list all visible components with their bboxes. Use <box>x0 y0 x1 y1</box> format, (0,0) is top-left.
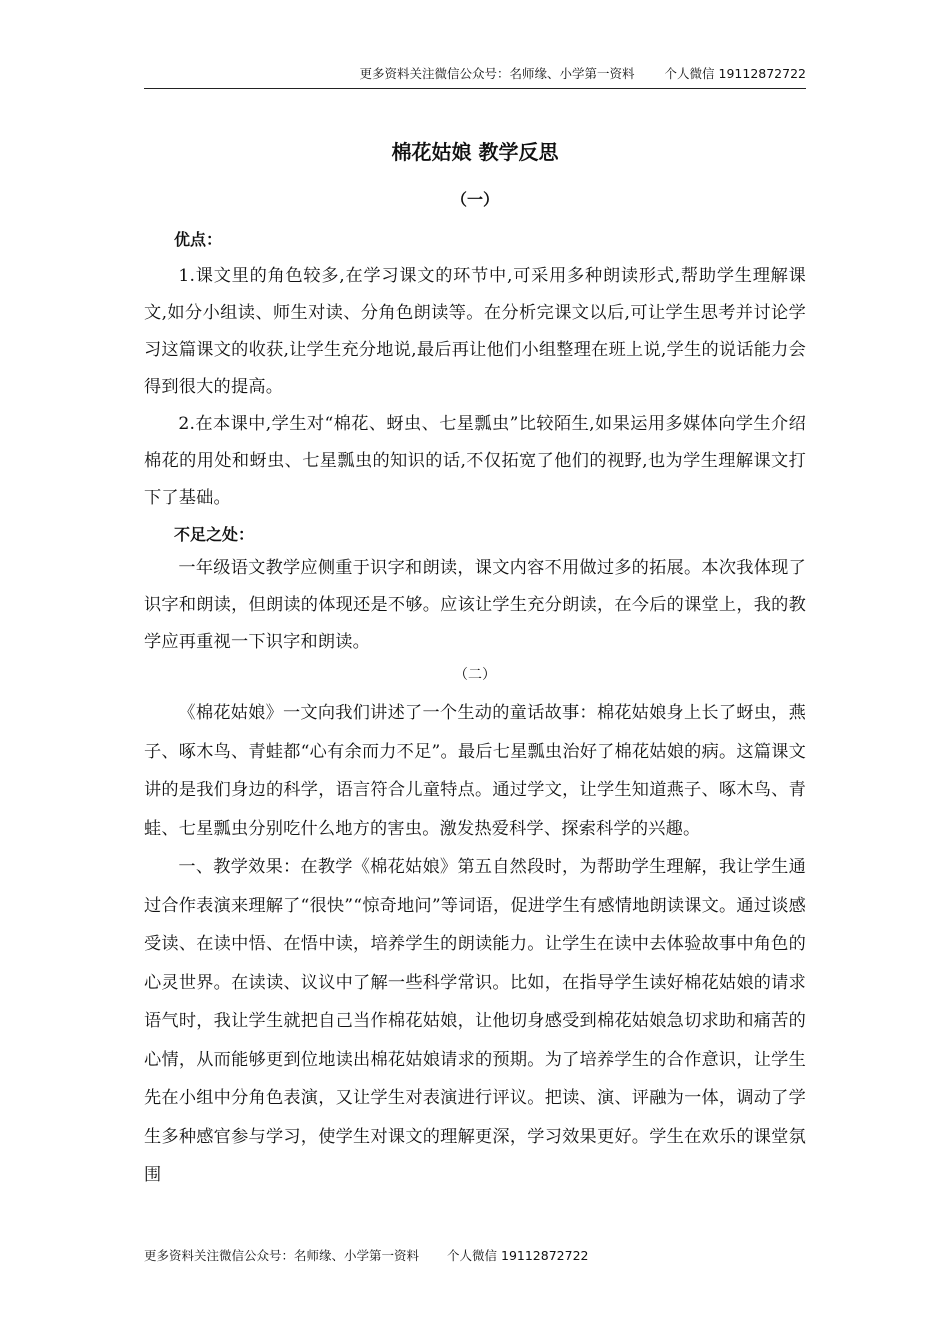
header-wechat: 个人微信 19112872722 <box>664 66 806 81</box>
footer-text: 更多资料关注微信公众号：名师缘、小学第一资料 <box>144 1248 420 1263</box>
page-header <box>144 64 806 89</box>
section-one-label: （一） <box>450 190 499 209</box>
weakness-block <box>144 550 806 661</box>
section-two-paragraph-2: 一、教学效果：在教学《棉花姑娘》第五自然段时，为帮助学生理解，我让学生通过合作表演来理解了“很快”“惊奇地问”等词语，促进学生有感情地朗读课文。通过谈感受读、在读中悟、在悟中读，培养学生的朗读能力。让学生在读中去体验故事中角色的心灵世界。在读读、议议中了解一些科学常识。比如，在指导学生读好棉花姑娘的请求语气时，我让学生就把自己当作棉花姑娘，让他切身感受到棉花姑娘急切求助和痛苦的心情，从而能够更到位地读出棉花姑娘请求的预期。为了培养学生的合作意识，让学生先在小组中分角色表演，又让学生对表演进行评议。把读、演、评融为一体，调动了学生多种感官参与学习，使学生对课文的理解更深，学习效果更好。学生在欢乐的课堂氛围 <box>144 857 806 1185</box>
section-two-body <box>144 694 806 1195</box>
document-title: 棉花姑娘 教学反思 <box>391 140 559 164</box>
section-two-label: （二） <box>454 667 496 683</box>
section-two-paragraph-1: 《棉花姑娘》一文向我们讲述了一个生动的童话故事：棉花姑娘身上长了蚜虫，燕子、啄木鸟、青蛙都“心有余而力不足”。最后七星瓢虫治好了棉花姑娘的病。这篇课文讲的是我们身边的科学，语言符合儿童特点。通过学文，让学生知道燕子、啄木鸟、青蛙、七星瓢虫分别吃什么地方的害虫。激发热爱科学、探索科学的兴趣。 <box>144 703 806 839</box>
weakness-heading: 不足之处： <box>174 525 255 544</box>
footer-wechat: 个人微信 19112872722 <box>447 1248 589 1263</box>
strength-item-2: 2.在本课中,学生对“棉花、蚜虫、七星瓢虫”比较陌生,如果运用多媒体向学生介绍棉花的用处和蚜虫、七星瓢虫的知识的话,不仅拓宽了他们的视野,也为学生理解课文打下了基础。 <box>144 414 806 508</box>
weakness-text: 一年级语文教学应侧重于识字和朗读，课文内容不用做过多的拓展。本次我体现了识字和朗读，但朗读的体现还是不够。应该让学生充分朗读，在今后的课堂上，我的教学应再重视一下识字和朗读。 <box>144 558 806 652</box>
page-footer <box>144 1246 588 1264</box>
header-text: 更多资料关注微信公众号：名师缘、小学第一资料 <box>359 66 635 81</box>
strengths-heading: 优点： <box>174 230 223 249</box>
strengths-list <box>144 258 806 517</box>
strength-item-1: 1.课文里的角色较多,在学习课文的环节中,可采用多种朗读形式,帮助学生理解课文,如分小组读、师生对读、分角色朗读等。在分析完课文以后,可让学生思考并讨论学习这篇课文的收获,让学生充分地说,最后再让他们小组整理在班上说,学生的说话能力会得到很大的提高。 <box>144 266 806 397</box>
